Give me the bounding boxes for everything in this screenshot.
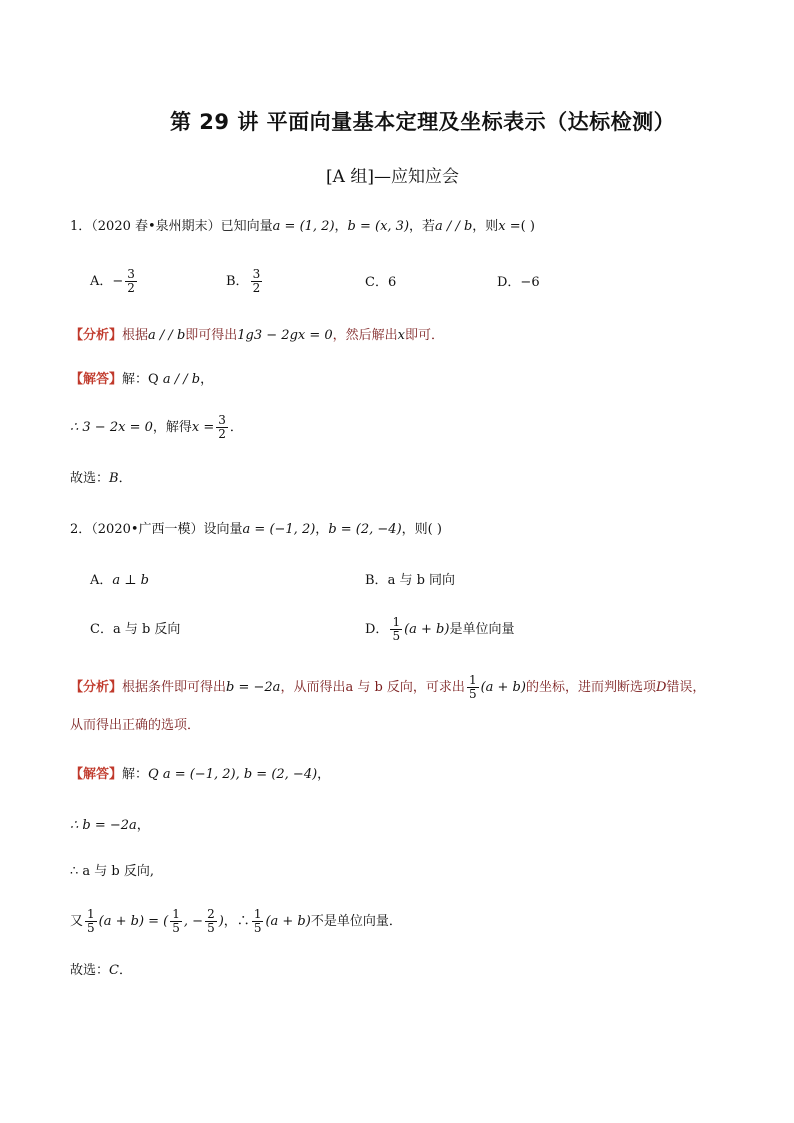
solution-text: 又 — [70, 914, 84, 929]
stem-text: ， — [315, 522, 329, 537]
q1-analysis — [70, 327, 444, 345]
denominator: 5 — [87, 921, 95, 935]
solution-tag: 【解答】 — [70, 767, 123, 782]
denominator: 2 — [252, 281, 261, 295]
answer-choice: B — [109, 471, 119, 486]
fraction — [216, 414, 228, 441]
numerator: 3 — [218, 413, 226, 427]
q2-solution — [70, 766, 330, 784]
fraction — [85, 908, 97, 935]
analysis-tag: 【分析】 — [70, 328, 123, 343]
option-label: A． — [90, 573, 113, 588]
numerator: 1 — [468, 673, 477, 687]
stem-text: ，若 — [409, 219, 436, 234]
solution-text: 解： — [122, 767, 149, 782]
analysis-text: 根据条件即可得出 — [122, 680, 227, 695]
analysis-text: 即可． — [405, 328, 445, 343]
stem-text: 1．（2020 春•泉州期末）已知向量 — [70, 219, 273, 234]
stem-text: 2．（2020•广西一模）设向量 — [70, 522, 243, 537]
answer-choice: C — [109, 963, 119, 978]
solution-text: ，解得 — [152, 420, 192, 435]
stem-text: ， — [334, 219, 348, 234]
vector-a-def: a = (−1, 2) — [242, 522, 316, 537]
denominator: 5 — [468, 687, 477, 701]
close-paren: ) — [218, 914, 224, 929]
q2-analysis-line-2: 从而得出正确的选项． — [70, 718, 201, 733]
fraction — [125, 268, 137, 295]
vector-b-def: b = (2, −4) — [328, 522, 402, 537]
q1-answer — [70, 470, 132, 488]
vector-sum: (a + b) = ( — [98, 914, 169, 929]
because-symbol: Q — [148, 372, 159, 387]
vector-b-def: b = (x, 3) — [347, 219, 410, 234]
equation: 1g3 − 2gx = 0 — [237, 328, 333, 343]
x-variable: x = — [191, 420, 215, 435]
numerator: 1 — [253, 907, 262, 921]
option-label: B． — [365, 573, 388, 588]
q1-solution — [70, 371, 213, 389]
q2-answer — [70, 962, 132, 980]
option-label: C． — [90, 622, 113, 637]
solution-text: ， — [200, 372, 214, 387]
equation: ∴ b = −2a — [70, 818, 137, 833]
denominator: 2 — [127, 281, 135, 295]
equation: ∴ 3 − 2x = 0 — [70, 420, 153, 435]
equation: Q a = (−1, 2), b = (2, −4) — [148, 767, 318, 782]
x-variable: x — [397, 328, 406, 343]
option-label: B． — [226, 274, 249, 289]
option-text: a 与 b 同向 — [387, 573, 456, 588]
numerator: 1 — [87, 907, 95, 921]
q2-step-4 — [70, 908, 402, 935]
answer-blank: ( ) — [520, 219, 535, 234]
numerator: 1 — [172, 907, 180, 921]
vector-sum: (a + b) — [265, 914, 311, 929]
analysis-text: 根据 — [122, 328, 149, 343]
option-b[interactable] — [365, 572, 455, 590]
parallel-condition: a / / b — [162, 372, 201, 387]
answer-blank: ，则( ) — [401, 522, 442, 537]
x-variable: x = — [498, 219, 521, 234]
answer-label: 故选： — [70, 471, 110, 486]
q1-step-2 — [70, 414, 243, 441]
solution-tag: 【解答】 — [70, 372, 123, 387]
stem-text: ，则 — [472, 219, 499, 234]
vector-a-def: a = (1, 2) — [272, 219, 335, 234]
option-ref: D — [655, 680, 667, 695]
fraction — [390, 616, 402, 643]
option-text: a ⊥ b — [112, 573, 149, 588]
equation: b = −2a — [226, 680, 281, 695]
question-1-stem — [70, 218, 535, 236]
vector-sum: (a + b) — [404, 622, 450, 637]
period: ． — [118, 471, 132, 486]
denominator: 5 — [207, 921, 215, 935]
option-label: D． — [365, 622, 389, 637]
parallel-condition: a / / b — [148, 328, 186, 343]
therefore-symbol: ，∴ — [223, 914, 250, 929]
option-text: 是单位向量 — [449, 622, 515, 637]
analysis-text: 错误， — [666, 680, 706, 695]
fraction — [252, 908, 264, 935]
answer-label: 故选： — [70, 963, 110, 978]
q2-step-2 — [70, 817, 150, 835]
option-d[interactable] — [365, 616, 514, 643]
solution-text: 不是单位向量． — [310, 914, 402, 929]
denominator: 5 — [253, 921, 262, 935]
analysis-tag: 【分析】 — [70, 680, 123, 695]
comma: , − — [183, 914, 204, 929]
option-d[interactable]: D．−6 — [497, 275, 540, 290]
denominator: 2 — [218, 427, 226, 441]
option-c[interactable]: C．6 — [365, 275, 397, 290]
option-c[interactable] — [90, 621, 180, 639]
analysis-text: ，然后解出 — [332, 328, 398, 343]
q2-step-3: ∴ a 与 b 反向, — [70, 864, 155, 879]
parallel-condition: a / / b — [435, 219, 473, 234]
option-b[interactable] — [226, 268, 264, 295]
q2-analysis — [70, 674, 705, 701]
period: ． — [229, 420, 243, 435]
fraction — [251, 268, 263, 295]
comma: ， — [136, 818, 150, 833]
analysis-text: a 与 b 反向，可求出 — [345, 680, 465, 695]
option-a[interactable] — [90, 572, 149, 590]
denominator: 5 — [172, 921, 180, 935]
denominator: 5 — [392, 629, 401, 643]
numerator: 3 — [127, 267, 135, 281]
numerator: 2 — [207, 907, 215, 921]
minus-sign: − — [112, 274, 124, 289]
section-subtitle: [A 组]—应知应会 — [326, 167, 459, 187]
fraction — [205, 908, 217, 935]
fraction — [467, 674, 479, 701]
solution-text: ， — [317, 767, 331, 782]
solution-text: 解： — [122, 372, 149, 387]
fraction — [170, 908, 182, 935]
option-label: A． — [90, 274, 113, 289]
option-a[interactable] — [90, 268, 139, 295]
vector-sum: (a + b) — [480, 680, 526, 695]
option-text: a 与 b 反向 — [112, 622, 181, 637]
page-title: 第 29 讲 平面向量基本定理及坐标表示（达标检测） — [170, 110, 676, 134]
numerator: 1 — [392, 615, 401, 629]
question-2-stem — [70, 521, 442, 539]
period: ． — [118, 963, 132, 978]
analysis-text: 的坐标，进而判断选项 — [525, 680, 656, 695]
analysis-text: 即可得出 — [185, 328, 238, 343]
analysis-text: ，从而得出 — [280, 680, 346, 695]
numerator: 3 — [252, 267, 261, 281]
